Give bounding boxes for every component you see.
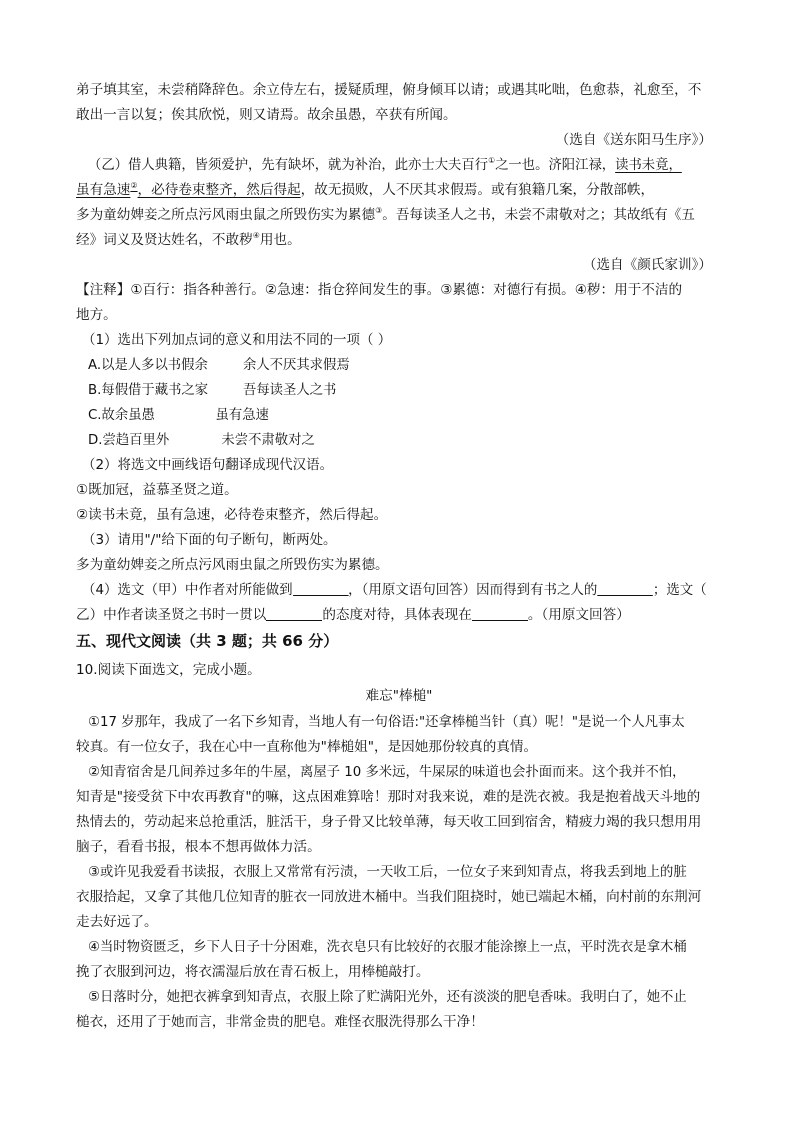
article-para-1-line-1: ①17 岁那年，我成了一名下乡知青，当地人有一句俗语:"还拿棒槌当针（真）呢！"是说一个人凡事太: [88, 714, 685, 730]
passage-jia-source: （选自《送东阳马生序》）: [555, 132, 712, 148]
answer-blank-2[interactable]: [597, 581, 652, 596]
footnote-ref-3: ③: [375, 206, 383, 215]
notes-line-2: 地方。: [76, 307, 117, 323]
article-para-2-line-2: 知青是"接受贫下中农再教育"的嘛，这点困难算啥！那时对我来说，难的是洗衣被。我是抱着战天斗地的: [76, 789, 701, 805]
answer-blank-4[interactable]: [472, 606, 528, 621]
footnote-ref-2: ②: [130, 181, 138, 190]
question-1-option-d: D.尝趋百里外 未尝不肃敬对之: [88, 432, 315, 448]
underlined-sentence: 读书未竟，: [615, 157, 682, 173]
article-para-3-line-1: ③或许见我爱看书读报，衣服上又常常有污渍，一天收工后，一位女子来到知青点，将我丢到地上的脏: [88, 864, 687, 880]
answer-blank-1[interactable]: [293, 581, 348, 596]
question-4-line-1: （4）选文（甲）中作者对所能做到 ，（用原文语句回答）因而得到有书之人的 ；选文（: [82, 582, 707, 598]
question-1-option-a: A.以是人多以书假余 余人不厌其求假焉: [88, 357, 350, 373]
article-para-1-line-2: 较真。有一位女子，我在心中一直称他为"棒槌姐"，是因她那份较真的真情。: [76, 739, 538, 755]
passage-yi-line-1: （乙）借人典籍，皆须爱护，先有缺坏，就为补治，此亦士大夫百行①之一也。济阳江禄，读书未竟，: [88, 156, 682, 173]
question-10-stem: 10.阅读下面选文，完成小题。: [76, 662, 261, 678]
article-para-5-line-1: ⑤日落时分，她把衣裤拿到知青点，衣服上除了贮满阳光外，还有淡淡的肥皂香味。我明白了，她不止: [88, 989, 687, 1005]
question-4-line-2: 乙）中作者读圣贤之书时一贯以 的态度对待，具体表现在 。（用原文回答）: [76, 607, 630, 623]
article-para-5-line-2: 槌衣，还用了于她而言，非常金贵的肥皂。难怪衣服洗得那么干净！: [76, 1014, 484, 1030]
question-2-item-1: ①既加冠，益慕圣贤之道。: [76, 482, 238, 498]
question-1-stem: （1）选出下列加点词的意义和用法不同的一项（ ）: [82, 332, 392, 348]
passage-jia-line-2: 敢出一言以复；俟其欣悦，则又请焉。故余虽愚，卒获有所闻。: [76, 107, 457, 123]
article-para-2-line-3: 热情去的，劳动起来总抢重活，脏活干，身子骨又比较单薄，每天收工回到宿舍，精疲力竭的我只想用用: [76, 814, 702, 830]
notes-line-1: 【注释】①百行：指各种善行。②急速：指仓猝间发生的事。③累德：对德行有损。④秽：用于不洁的: [76, 282, 683, 298]
question-3-stem: （3）请用"/"给下面的句子断句，断两处。: [82, 532, 337, 548]
answer-blank-3[interactable]: [266, 606, 322, 621]
passage-jia-line-1: 弟子填其室，未尝稍降辞色。余立侍左右，援疑质理，俯身倾耳以请；或遇其叱咄，色愈恭，礼愈至，不: [76, 82, 702, 98]
question-1-option-b: B.每假借于藏书之家 吾每读圣人之书: [88, 382, 337, 398]
question-2-item-2: ②读书未竟，虽有急速，必待卷束整齐，然后得起。: [76, 507, 388, 523]
footnote-ref-4: ④: [252, 231, 260, 240]
article-para-4-line-2: 挽了衣服到河边，将衣濡湿后放在青石板上，用棒槌敲打。: [76, 964, 430, 980]
article-para-2-line-4: 脑子，看看书报，根本不想再做体力活。: [76, 839, 321, 855]
section-5-heading: 五、现代文阅读（共 3 题；共 66 分）: [76, 632, 339, 650]
passage-yi-source: （选自《颜氏家训》）: [582, 257, 712, 273]
passage-yi-line-2: 虽有急速②，必待卷束整齐，然后得起，故无损败，人不厌其求假焉。或有狼籍几案，分散部帙，: [76, 181, 655, 198]
article-para-2-line-1: ②知青宿舍是几间养过多年的牛屋，离屋子 10 多米远，牛屎尿的味道也会扑面而来。这个我并不怕，: [88, 764, 686, 780]
article-para-3-line-3: 走去好远了。: [76, 914, 158, 930]
passage-yi-line-4: 经》词义及贤达姓名，不敢秽④用也。: [76, 231, 301, 248]
question-2-stem: （2）将选文中画线语句翻译成现代汉语。: [82, 457, 334, 473]
passage-yi-line-3: 多为童幼婢妾之所点污风雨虫鼠之所毁伤实为累德③。吾每读圣人之书，未尝不肃敬对之；其故纸有《五: [76, 206, 695, 223]
question-1-option-c: C.故余虽愚 虽有急速: [88, 407, 269, 423]
article-title: 难忘"棒槌": [365, 688, 433, 704]
article-para-4-line-1: ④当时物资匮乏，乡下人日子十分困难，洗衣皂只有比较好的衣服才能涂擦上一点，平时洗衣是拿木桶: [88, 939, 687, 955]
footnote-ref-1: ①: [488, 156, 496, 165]
question-3-sentence: 多为童幼婢妾之所点污风雨虫鼠之所毁伤实为累德。: [76, 557, 389, 573]
article-para-3-line-2: 衣服拾起，又拿了其他几位知青的脏衣一同放进木桶中。当我们阻挠时，她已端起木桶，向村前的东荆河: [76, 889, 702, 905]
